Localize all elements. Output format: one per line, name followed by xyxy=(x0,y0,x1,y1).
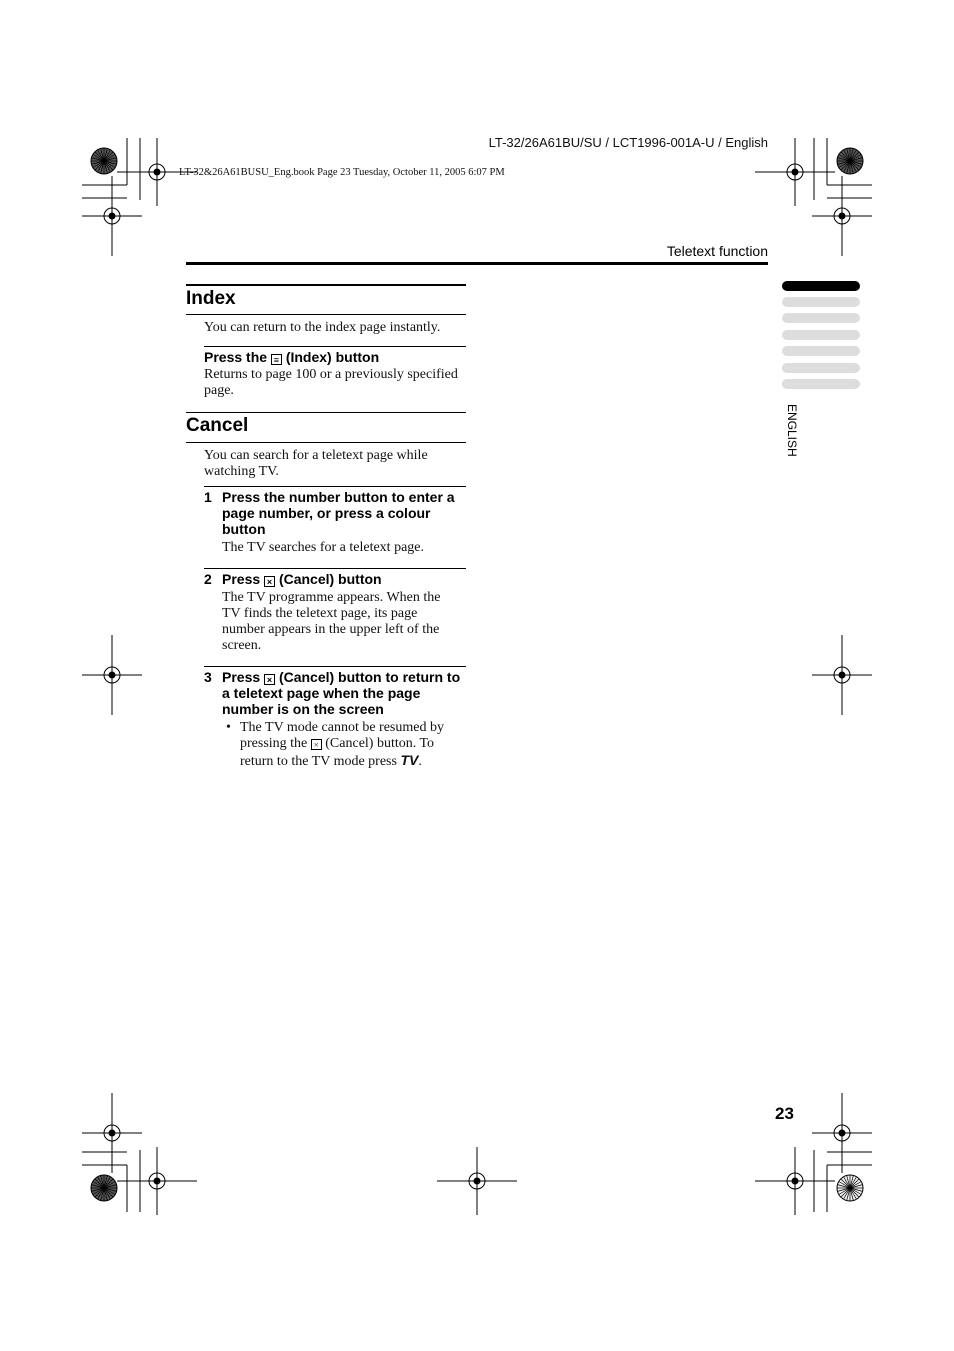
step3-rule xyxy=(204,666,466,667)
language-tab xyxy=(777,404,807,464)
step3-bullet: The TV mode cannot be resumed by pressing the × (Cancel) button. To return to the TV mode press TV. xyxy=(240,720,444,769)
index-top-rule xyxy=(186,284,466,286)
index-step-desc: Returns to page 100 or a previously specified page. xyxy=(204,367,458,398)
cancel-icon: × xyxy=(264,674,275,685)
cancel-icon: × xyxy=(311,739,322,750)
page-number: 23 xyxy=(775,1104,794,1123)
cancel-intro: You can search for a teletext page while watching TV. xyxy=(204,448,428,479)
index-icon: ≡ xyxy=(271,354,282,365)
cancel-heading-rule xyxy=(186,442,466,443)
step1-rule xyxy=(204,486,466,487)
document-id: LT-32/26A61BU/SU / LCT1996-001A-U / English xyxy=(488,135,768,150)
side-tab xyxy=(782,346,860,356)
step1-desc: The TV searches for a teletext page. xyxy=(222,540,425,555)
step2-number: 2 xyxy=(204,571,212,587)
side-tab xyxy=(782,313,860,323)
side-tab xyxy=(782,297,860,307)
step3-number: 3 xyxy=(204,669,212,685)
step2-desc: The TV programme appears. When the TV finds the teletext page, its page number appears in the upper left of the screen. xyxy=(222,590,441,653)
index-heading: Index xyxy=(186,288,236,309)
step2-rule xyxy=(204,568,466,569)
step2-title: Press × (Cancel) button xyxy=(222,571,382,587)
cancel-heading: Cancel xyxy=(186,415,249,436)
bullet-marker: • xyxy=(226,720,231,735)
language-label: ENGLISH xyxy=(785,404,799,457)
step1-title: Press the number button to enter a page number, or press a colour button xyxy=(222,489,455,537)
step1-number: 1 xyxy=(204,489,212,505)
index-step-rule xyxy=(204,346,466,347)
index-intro: You can return to the index page instantly. xyxy=(204,320,441,335)
cancel-top-rule xyxy=(186,412,466,413)
side-tab xyxy=(782,363,860,373)
side-tab xyxy=(782,281,860,291)
header-rule xyxy=(186,262,768,265)
side-tab xyxy=(782,379,860,389)
book-info-line: LT-32&26A61BUSU_Eng.book Page 23 Tuesday, October 11, 2005 6:07 PM xyxy=(179,167,505,178)
tv-button-label: TV xyxy=(400,752,419,768)
step3-title: Press × (Cancel) button to return to a teletext page when the page number is on the screen xyxy=(222,669,461,717)
index-heading-rule xyxy=(186,314,466,315)
side-tab xyxy=(782,330,860,340)
index-step-title: Press the ≡ (Index) button xyxy=(204,349,380,365)
cancel-icon: × xyxy=(264,576,275,587)
section-header: Teletext function xyxy=(666,243,768,259)
